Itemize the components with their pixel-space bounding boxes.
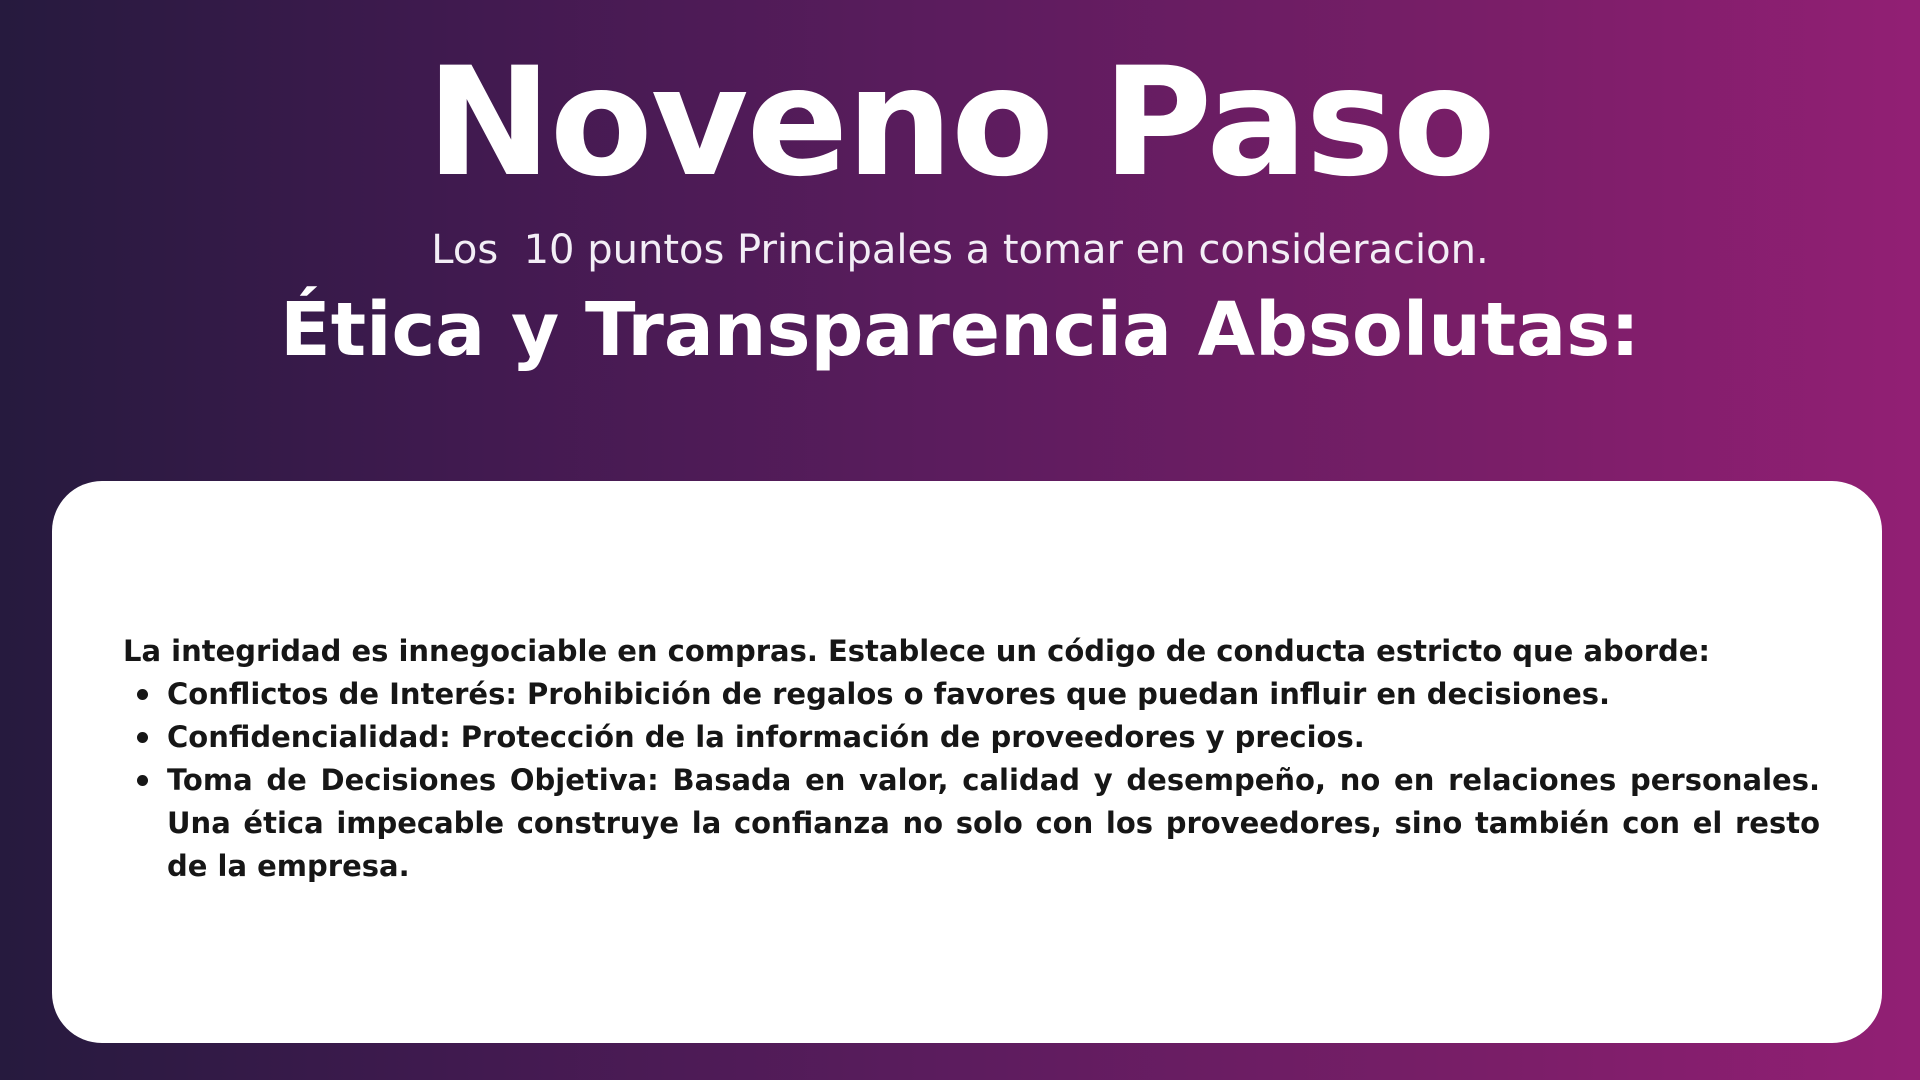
bullet-text: Toma de Decisiones Objetiva: Basada en valor, calidad y desempeño, no en relaciones personales. Una ética impecable construye la confianza no solo con los proveedores, sino también con el resto de la empresa. (167, 763, 1820, 883)
bullet-item (167, 759, 1820, 888)
bullet-item (167, 716, 1820, 759)
bullet-text: Conflictos de Interés: Prohibición de regalos o favores que puedan influir en decisiones. (167, 677, 1611, 711)
bullet-icon (137, 775, 148, 786)
slide-title: Noveno Paso (426, 36, 1494, 210)
card-body (123, 630, 1820, 888)
content-card (52, 481, 1882, 1043)
section-heading: Ética y Transparencia Absolutas: (280, 287, 1640, 373)
bullet-item (167, 673, 1820, 716)
bullet-text: Confidencialidad: Protección de la información de proveedores y precios. (167, 720, 1365, 754)
bullet-icon (137, 732, 148, 743)
intro-paragraph: La integridad es innegociable en compras. Establece un código de conducta estricto que aborde: (123, 634, 1711, 668)
bullet-icon (137, 689, 148, 700)
slide-subtitle: Los 10 puntos Principales a tomar en consideracion. (431, 227, 1489, 273)
bullet-list (123, 673, 1820, 888)
